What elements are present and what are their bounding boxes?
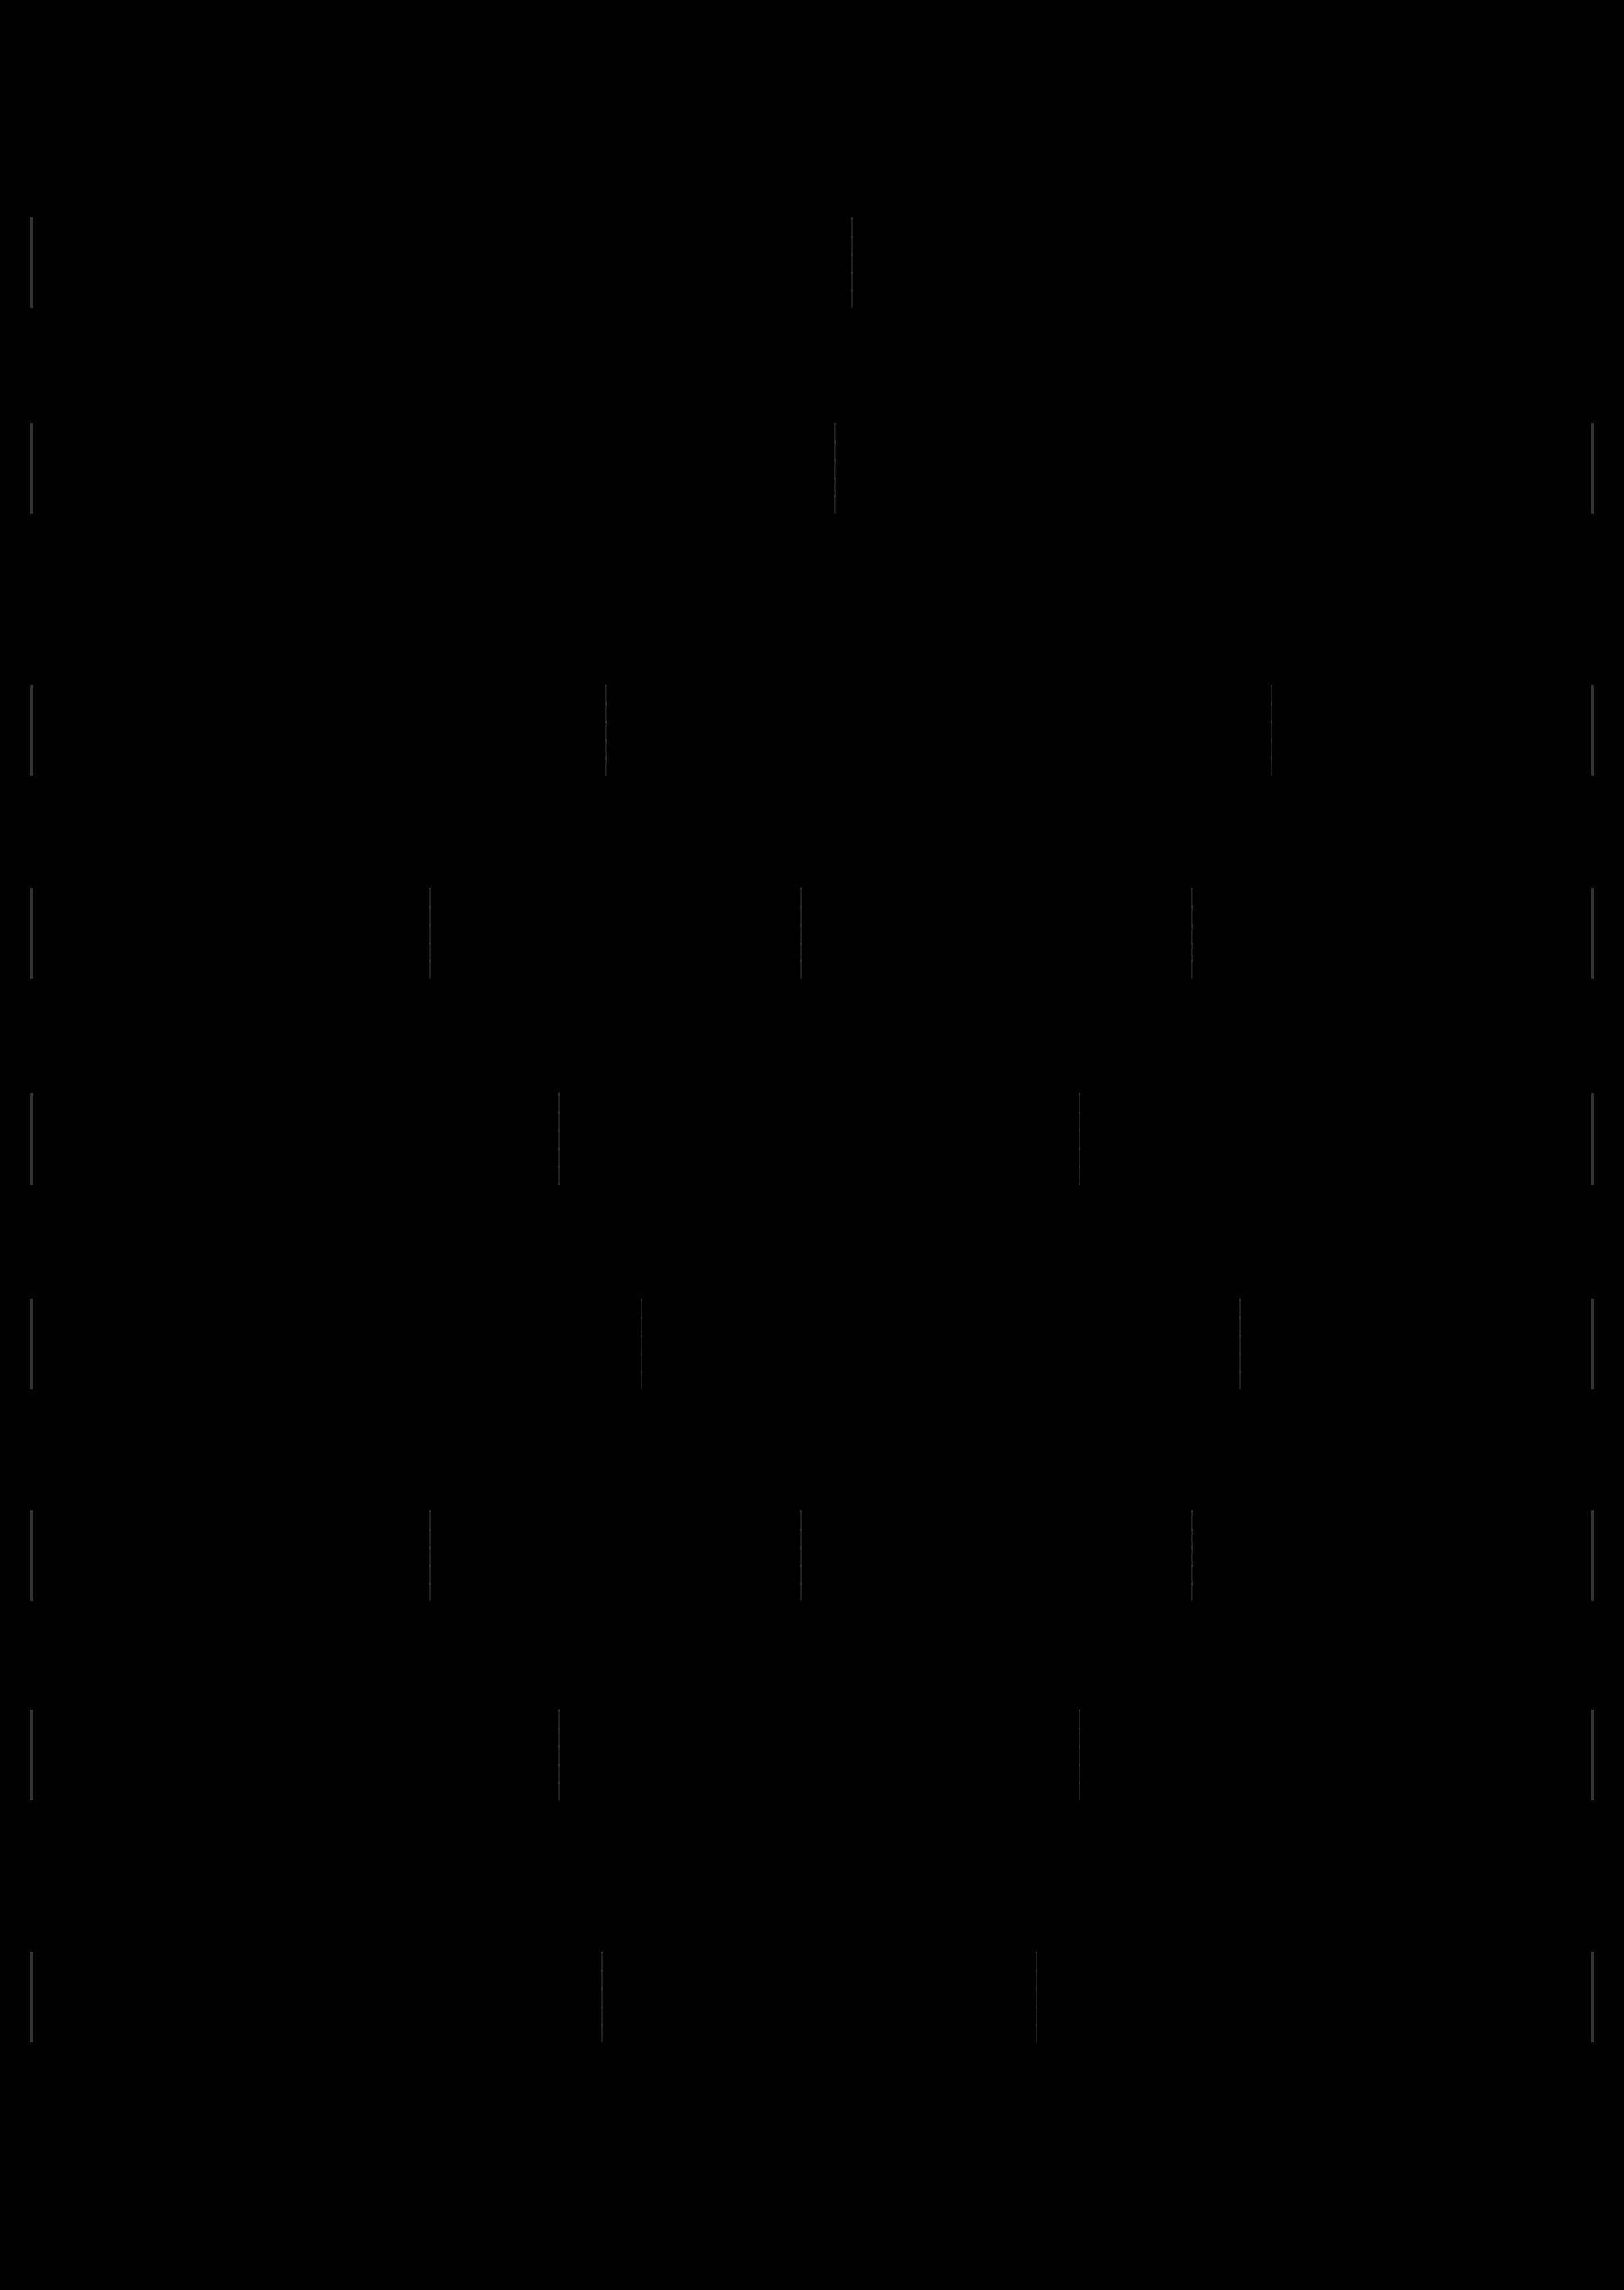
music-system-6: [0, 1299, 1624, 1389]
barline-interior: [1239, 1299, 1241, 1389]
music-system-4: [0, 888, 1624, 979]
music-system-5: [0, 1093, 1624, 1185]
barline-interior: [1079, 1710, 1080, 1800]
barline-edge: [30, 1093, 33, 1185]
barline-edge: [1591, 1510, 1594, 1601]
barline-edge: [30, 1510, 33, 1601]
barline-edge: [30, 217, 33, 308]
barline-interior: [601, 1952, 603, 2042]
barline-interior: [641, 1299, 642, 1389]
barline-edge: [1591, 1093, 1594, 1185]
barline-edge: [30, 1710, 33, 1800]
barline-edge: [1591, 1952, 1594, 2042]
barline-edge: [30, 1299, 33, 1389]
barline-interior: [1271, 685, 1272, 776]
music-system-8: [0, 1710, 1624, 1800]
barline-interior: [558, 1710, 560, 1800]
barline-interior: [851, 217, 853, 308]
barline-edge: [30, 685, 33, 776]
barline-interior: [834, 423, 836, 514]
barline-edge: [1591, 1710, 1594, 1800]
barline-interior: [1036, 1952, 1037, 2042]
barline-interior: [429, 888, 431, 979]
barline-edge: [30, 888, 33, 979]
barline-interior: [558, 1093, 560, 1185]
music-system-3: [0, 685, 1624, 776]
music-system-7: [0, 1510, 1624, 1601]
barline-interior: [1191, 888, 1193, 979]
barline-interior: [605, 685, 607, 776]
barline-edge: [1591, 1299, 1594, 1389]
barline-edge: [1591, 423, 1594, 514]
music-system-1: [0, 217, 1624, 308]
barline-edge: [30, 423, 33, 514]
barline-edge: [1591, 888, 1594, 979]
barline-interior: [429, 1510, 431, 1601]
barline-edge: [1591, 685, 1594, 776]
barline-interior: [1079, 1093, 1080, 1185]
barline-edge: [30, 1952, 33, 2042]
barline-interior: [800, 888, 802, 979]
barline-interior: [800, 1510, 802, 1601]
music-system-2: [0, 423, 1624, 514]
barline-interior: [1191, 1510, 1193, 1601]
music-system-9: [0, 1952, 1624, 2042]
